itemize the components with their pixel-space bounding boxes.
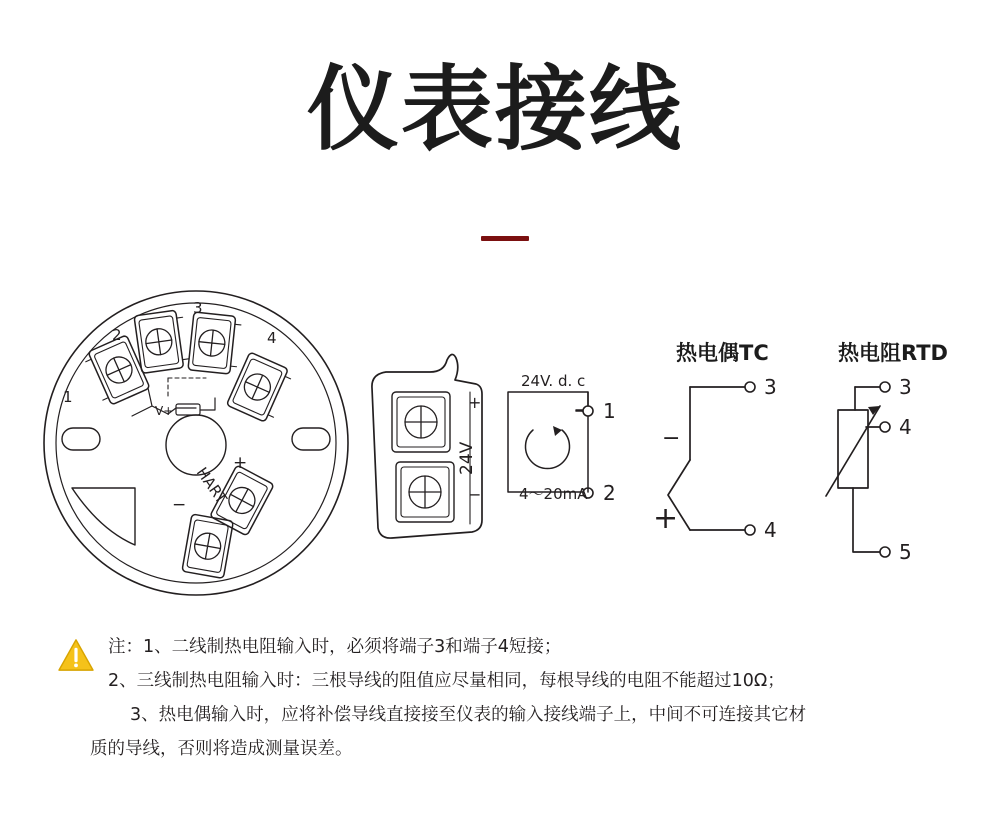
sideview-supply-label: 24V xyxy=(457,441,477,475)
sideview-minus-mark: − xyxy=(468,485,482,504)
rtd-terminal-5: 5 xyxy=(899,540,912,564)
wiring-diagram xyxy=(0,280,990,610)
loop-current-label: 4～20mA xyxy=(519,485,588,503)
tc-terminal-3: 3 xyxy=(764,375,777,399)
tc-plus-mark: + xyxy=(653,501,679,536)
board-terminal-number-2: 2 xyxy=(112,326,122,344)
rtd-heading: 热电阻RTD xyxy=(838,341,948,365)
board-terminal-number-4: 4 xyxy=(267,329,277,347)
note-line-3-cont: 质的导线，否则将造成测量误差。 xyxy=(90,739,353,760)
thermocouple-schematic xyxy=(668,382,755,535)
note-line-1: 注：1、二线制热电阻输入时，必须将端子3和端子4短接； xyxy=(108,637,562,657)
tc-terminal-4: 4 xyxy=(764,518,777,542)
loop-terminal-1: 1 xyxy=(603,399,616,423)
thermocouple-heading: 热电偶TC xyxy=(676,341,769,365)
note-line-2: 2、三线制热电阻输入时：三根导线的阻值应尽量相同，每根导线的电阻不能超过10Ω； xyxy=(108,671,785,692)
note-line-3: 3、热电偶输入时，应将补偿导线直接接至仪表的输入接线端子上，中间不可连接其它材 xyxy=(130,705,807,726)
sideview-plus-mark: + xyxy=(468,393,482,412)
loop-supply-schematic xyxy=(508,392,593,498)
board-vplus-mark: V+ xyxy=(155,404,174,418)
loop-terminal-2: 2 xyxy=(603,481,616,505)
board-hart-label: HART xyxy=(192,463,231,508)
warning-icon xyxy=(57,638,95,672)
rtd-terminal-4: 4 xyxy=(899,415,912,439)
page-title: 仪表接线 xyxy=(306,56,683,163)
rtd-terminal-3: 3 xyxy=(899,375,912,399)
title-underline-rule xyxy=(481,236,529,241)
tc-minus-mark: − xyxy=(662,426,681,451)
notes-block xyxy=(0,630,990,767)
supply-voltage-label: 24V. d. c xyxy=(521,372,586,390)
board-terminal-number-3: 3 xyxy=(193,299,203,317)
transmitter-board-topview xyxy=(44,291,348,595)
board-terminal-number-1: 1 xyxy=(63,388,73,406)
board-minus-mark: − xyxy=(172,495,187,515)
rtd-schematic xyxy=(826,382,890,557)
board-plus-mark: + xyxy=(233,453,248,473)
diagram-svg xyxy=(0,280,990,610)
